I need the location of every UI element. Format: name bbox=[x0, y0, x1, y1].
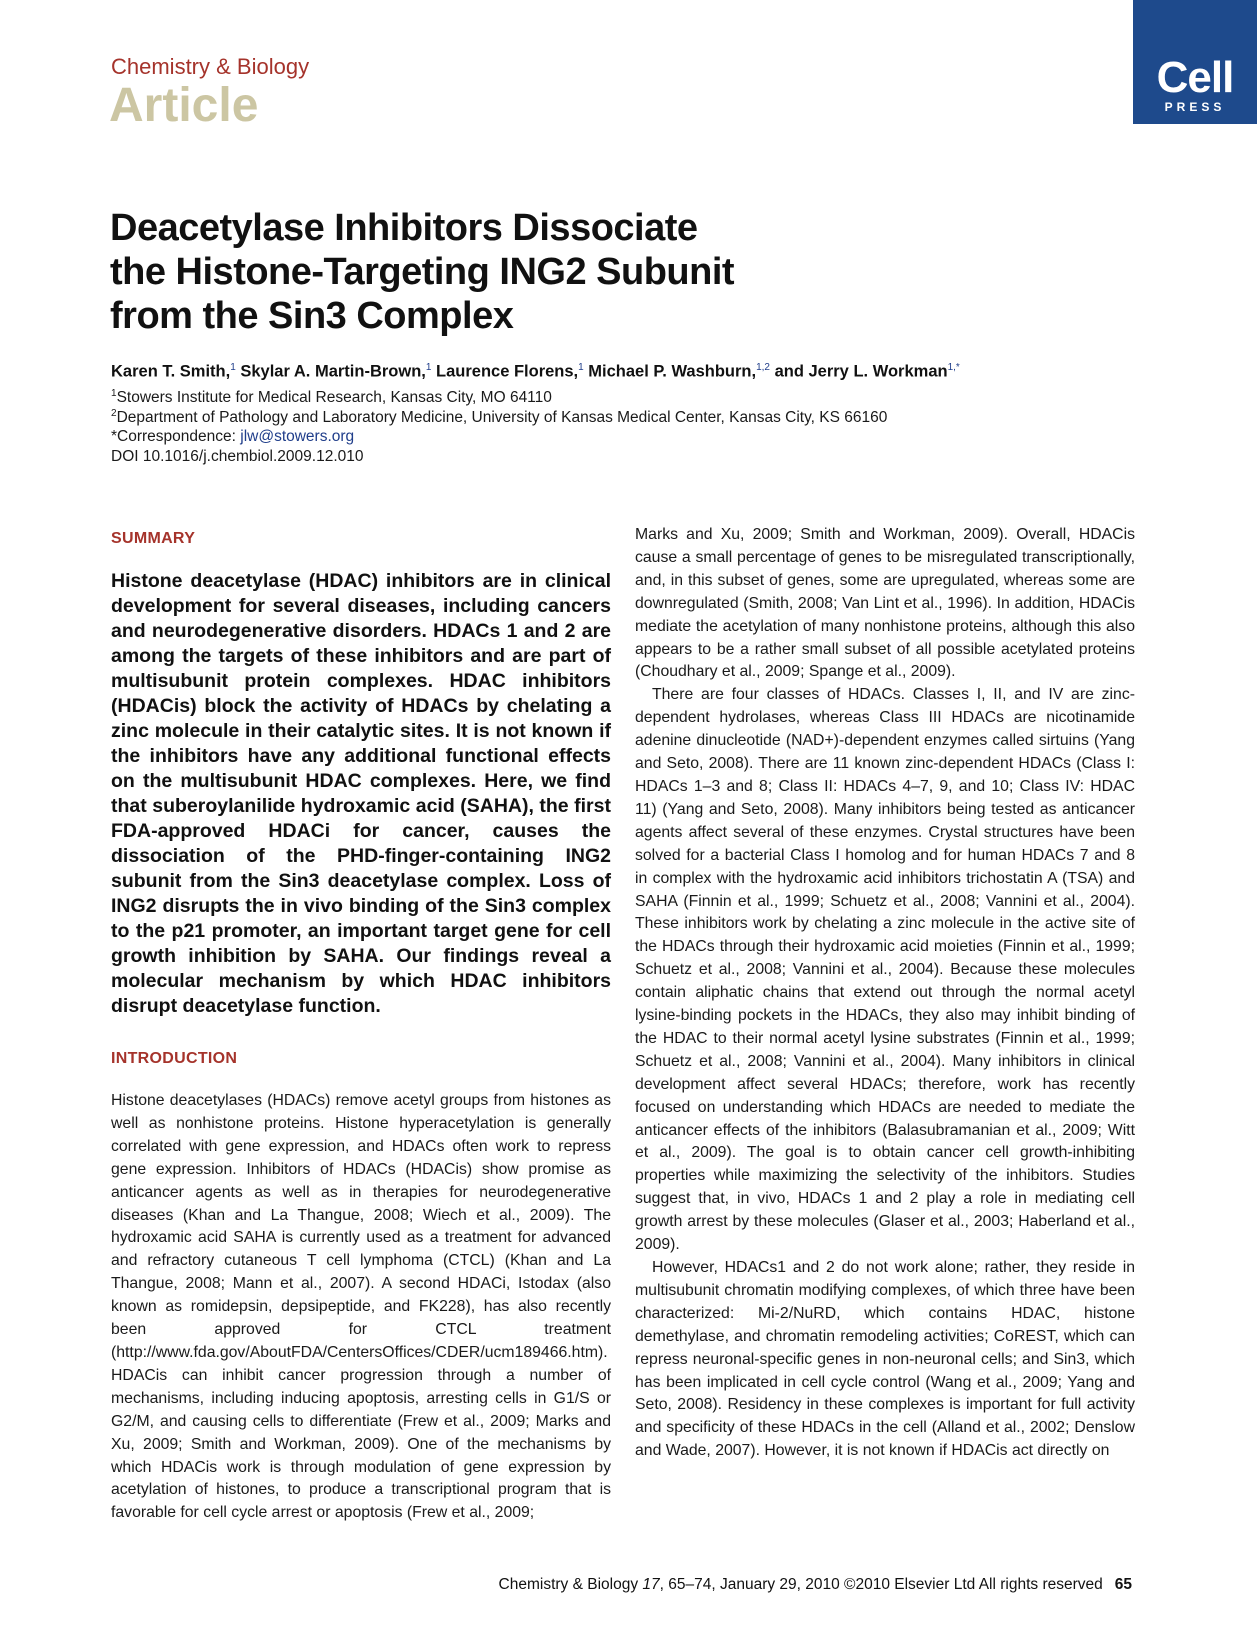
introduction-paragraph: Histone deacetylases (HDACs) remove acetyl groups from histones as well as nonhistone proteins. Histone hyperacetylation is generally correlated with gene expression, and HDACs often work to repress gene expression. Inhibitors of HDACs (HDACis) show promise as anticancer agents as well as in therapies for neurodegenerative diseases (Khan and La Thangue, 2008; Wiech et al., 2009). The hydroxamic acid SAHA is currently used as a treatment for advanced and refractory cutaneous T cell lymphoma (CTCL) (Khan and La Thangue, 2008; Mann et al., 2007). A second HDACi, Istodax (also known as romidepsin, depsipeptide, and FK228), has also recently been approved for CTCL treatment (http://www.fda.gov/AboutFDA/CentersOffices/CDER/ucm189466.htm). HDACis can inhibit cancer progression through a number of mechanisms, including inducing apoptosis, arresting cells in G1/S or G2/M, and causing cells to differentiate (Frew et al., 2009; Marks and Xu, 2009; Smith and Workman, 2009). One of the mechanisms by which HDACis work is through modulation of gene expression by acetylation of histones, to produce a transcriptional program that is favorable for cell cycle arrest or apoptosis (Frew et al., 2009; bbox=[111, 1092, 611, 1522]
title-line: the Histone-Targeting ING2 Subunit bbox=[110, 251, 735, 293]
summary-text: Histone deacetylase (HDAC) inhibitors are in clinical development for several diseases, including cancers and neurodegenerative disorders. HDACs 1 and 2 are among the targets of these inhibitors and are part of multisubunit protein complexes. HDAC inhibitors (HDACis) block the activity of HDACs by chelating a zinc molecule in their catalytic sites. It is not known if the inhibitors have any additional functional effects on the multisubunit HDAC complexes. Here, we find that suberoylanilide hydroxamic acid (SAHA), the first FDA-approved HDACi for cancer, causes the dissociation of the PHD-finger-containing ING2 subunit from the Sin3 deacetylase complex. Loss of ING2 disrupts the in vivo binding of the Sin3 complex to the p21 promoter, an important target gene for cell growth inhibition by SAHA. Our findings reveal a molecular mechanism by which HDAC inhibitors disrupt deacetylase function. bbox=[111, 570, 611, 1017]
author-name: Laurence Florens, bbox=[431, 362, 579, 381]
author-name: Michael P. Washburn, bbox=[583, 362, 757, 381]
logo-press-text: PRESS bbox=[1164, 100, 1226, 114]
logo-cell-text: Cell bbox=[1156, 53, 1234, 102]
affiliation-text: Stowers Institute for Medical Research, Kansas City, MO 64110 bbox=[116, 389, 552, 407]
author-affiliation-mark[interactable]: 1,2 bbox=[756, 362, 770, 373]
footer-journal: Chemistry & Biology bbox=[498, 1576, 643, 1593]
summary-heading: SUMMARY bbox=[111, 530, 196, 547]
affiliation-1 bbox=[111, 388, 552, 407]
body-paragraph: Marks and Xu, 2009; Smith and Workman, 2009). Overall, HDACis cause a small percentage of genes to be misregulated transcriptionally, and, in this subset of genes, some are upregulated, whereas some are downregulated (Smith, 2008; Van Lint et al., 1996). In addition, HDACis mediate the acetylation of many nonhistone proteins, although this also appears to be a rather small subset of all possible acetylated proteins (Choudhary et al., 2009; Spange et al., 2009). bbox=[635, 526, 1135, 681]
author-affiliation-mark[interactable]: 1 bbox=[425, 362, 432, 373]
doi: DOI 10.1016/j.chembiol.2009.12.010 bbox=[111, 448, 364, 465]
author-name: and Jerry L. Workman bbox=[769, 362, 948, 381]
author-name: Karen T. Smith, bbox=[111, 362, 231, 381]
journal-name: Chemistry & Biology bbox=[111, 54, 310, 79]
correspondence-email-link[interactable]: jlw@stowers.org bbox=[240, 428, 355, 445]
author-list bbox=[111, 362, 960, 382]
body-paragraph: There are four classes of HDACs. Classes I, II, and IV are zinc-dependent hydrolases, whereas Class III HDACs are nicotinamide adenine dinucleotide (NAD+)-dependent enzymes called sirtuins (Yang and Seto, 2008). There are 11 known zinc-dependent HDACs (Class I: HDACs 1–3 and 8; Class II: HDACs 4–7, 9, and 10; Class IV: HDAC 11) (Yang and Seto, 2008). Many inhibitors being tested as anticancer agents affect several of these enzymes. Crystal structures have been solved for a bacterial Class I homolog and for human HDACs 7 and 8 in complex with the hydroxamic acid inhibitors trichostatin A (TSA) and SAHA (Finnin et al., 1999; Schuetz et al., 2008; Vannini et al., 2004). These inhibitors work by chelating a zinc molecule in the active site of the HDACs through their hydroxamic acid moieties (Finnin et al., 1999; Schuetz et al., 2008; Vannini et al., 2004). Because these molecules contain aliphatic chains that extend out through the normal acetyl lysine-binding pockets in the HDACs, they also may inhibit binding of the HDAC to their normal acetyl lysine substrates (Finnin et al., 1999; Schuetz et al., 2008; Vannini et al., 2004). Many inhibitors in clinical development affect several HDACs; therefore, work has recently focused on understanding which HDACs are needed to mediate the anticancer effects of the inhibitors (Balasubramanian et al., 2009; Witt et al., 2009). The goal is to obtain cancer cell growth-inhibiting properties while maximizing the selectivity of the inhibitors. Studies suggest that, in vivo, HDACs 1 and 2 play a role in mediating cell growth arrest by these molecules (Glaser et al., 2003; Haberland et al., 2009). bbox=[635, 686, 1135, 1254]
introduction-heading: INTRODUCTION bbox=[111, 1050, 238, 1067]
title-line: Deacetylase Inhibitors Dissociate bbox=[110, 207, 698, 249]
body-paragraph: However, HDACs1 and 2 do not work alone; rather, they reside in multisubunit chromatin modifying complexes, of which three have been characterized: Mi-2/NuRD, which contains HDAC, histone demethylase, and chromatin remodeling activities; CoREST, which can repress neuronal-specific genes in non-neuronal cells; and Sin3, which has been implicated in cell cycle control (Wang et al., 2009; Yang and Seto, 2008). Residency in these complexes is important for full activity and specificity of these HDACs in the cell (Alland et al., 2002; Denslow and Wade, 2007). However, it is not known if HDACis act directly on bbox=[635, 1259, 1135, 1460]
cell-press-logo[interactable] bbox=[1133, 0, 1257, 124]
affiliation-text: Department of Pathology and Laboratory Medicine, University of Kansas Medical Center, Kansas City, KS 66160 bbox=[116, 409, 888, 427]
title-line: from the Sin3 Complex bbox=[110, 295, 514, 337]
author-affiliation-mark[interactable]: 1 bbox=[578, 362, 584, 373]
affiliation-mark: 1 bbox=[111, 388, 117, 399]
footer-citation: , 65–74, January 29, 2010 ©2010 Elsevier Ltd All rights reserved bbox=[659, 1576, 1103, 1593]
article-type-label: Article bbox=[109, 79, 259, 132]
affiliation-mark: 2 bbox=[111, 408, 117, 419]
page-number: 65 bbox=[1114, 1576, 1132, 1593]
author-affiliation-mark[interactable]: 1,* bbox=[947, 362, 960, 373]
article-title bbox=[110, 206, 870, 338]
introduction-left-column bbox=[111, 1090, 611, 1525]
author-name: Skylar A. Martin-Brown, bbox=[235, 362, 426, 381]
affiliation-2 bbox=[111, 408, 887, 427]
page-footer bbox=[499, 1576, 1132, 1594]
footer-volume: 17 bbox=[642, 1576, 660, 1593]
author-affiliation-mark[interactable]: 1 bbox=[230, 362, 236, 373]
correspondence-label: *Correspondence: bbox=[111, 428, 241, 445]
right-column bbox=[635, 524, 1135, 1463]
correspondence bbox=[111, 428, 354, 446]
